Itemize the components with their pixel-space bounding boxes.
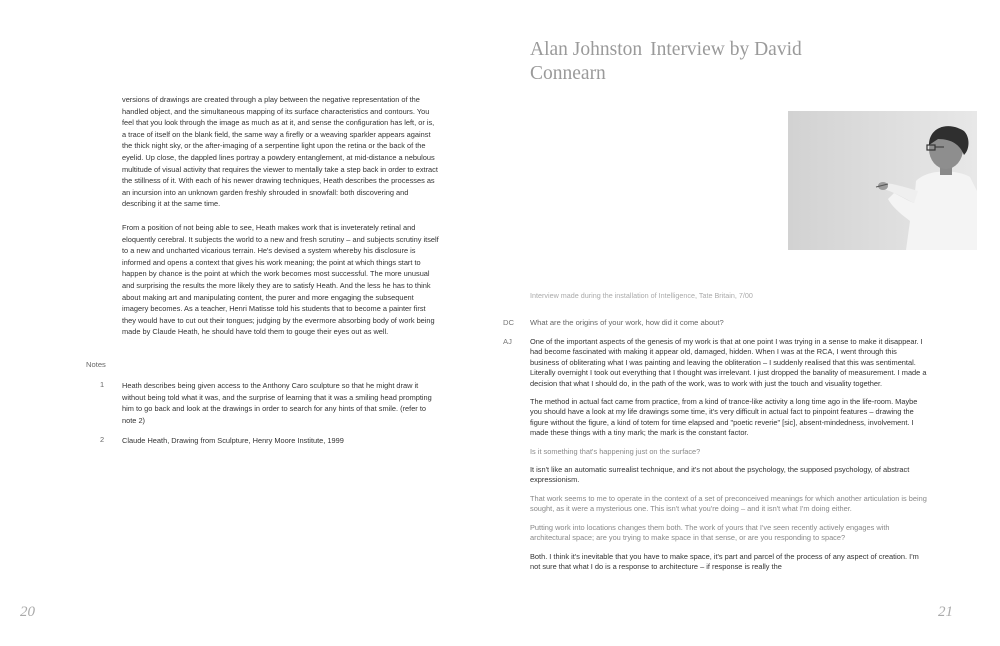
interview-question: What are the origins of your work, how did it come about? <box>530 318 724 327</box>
right-page <box>500 0 1000 646</box>
body-paragraph: versions of drawings are created through a play between the negative representation of the handled object, and the simultaneous mapping of its surface characteristics and contours. You feel that you look through the image as much as at it, and sense the configuration has left, or is, a trace of itself on the blank field, the same way a firefly or a weaving sparkler appears against the thick night sky, or the after-imaging of a serpentine light upon the retina or the back of the eyelid. Up close, the dappled lines portray a powdery entanglement, at mid-distance a nebulous multitude of visual activity that requires the viewer to mentally take a step back in order to extract the stillness of it. With each of his newer drawing techniques, Heath describes the processes as an incursion into an unknown garden freshly shrouded in snowfall: both discovering and describing it at the same time. <box>122 95 438 209</box>
footnote-text: Heath describes being given access to the Anthony Caro sculpture so that he might draw it without being told what it was, and the surprise of learning that it was a smiling head prompting him to go back and look at the drawings in order to search for any hints of that smile. (refer to note 2) <box>122 381 432 425</box>
artist-photo <box>788 111 977 250</box>
interview-byline: Interview by David Connearn <box>530 39 802 84</box>
speaker-label-aj: AJ <box>503 337 512 346</box>
page-number-right: 21 <box>938 604 953 620</box>
interview-answer: One of the important aspects of the genesis of my work is that at one point I was trying in a sense to make it disappear. I had become fascinated with making it appear old, damaged, hidden. When I was at the RCA, I went through this business of obliterating what I was painting and leaving the obliteration – I suddenly realised that this was sentimental. Literally overnight I took out everything that I thought was irrelevant. I just dropped the banality of measurement. I made a decision that what I should do, in the path of the work, was to work with just the touch and visuality together. <box>530 337 927 388</box>
interview-question: Putting work into locations changes them both. The work of yours that I've seen recently actively engages with architectural space; are you trying to make space in that sense, or are you responding to space? <box>530 522 890 543</box>
photo-caption: Interview made during the installation of Intelligence, Tate Britain, 7/00 <box>530 291 753 300</box>
interview-title <box>530 38 830 86</box>
artist-name: Alan Johnston <box>530 39 643 60</box>
left-body-text <box>122 94 440 350</box>
notes-heading: Notes <box>86 360 106 369</box>
page-number-left: 20 <box>20 604 35 620</box>
interview-answer: The method in actual fact came from practice, from a kind of trance-like activity a long time ago in the life-room. Maybe you should have a look at my life drawings some time, it's very difficult in actual fact to pinpoint features – drawing the figure without the figure, a kind of totem for time elapsed and "poetic reverie" [sic], absent-mindedness, involvement. I made these things with a tiny mark; the mark is the constant factor. <box>530 397 918 438</box>
artist-photo-illustration <box>788 111 977 250</box>
speaker-label-dc: DC <box>503 318 514 327</box>
footnote-text: Claude Heath, Drawing from Sculpture, Henry Moore Institute, 1999 <box>122 436 344 445</box>
footnote-number: 2 <box>100 435 105 444</box>
footnote-number: 1 <box>100 380 105 389</box>
interview-question: That work seems to me to operate in the context of a set of preconceived meanings for which another articulation is being sought, as it were a mysterious one. This isn't what you're doing – and it isn't what I'm doing either. <box>530 493 927 514</box>
interview-answer: It isn't like an automatic surrealist technique, and it's not about the psychology, the supposed psychology, of abstract expressionism. <box>530 465 910 485</box>
interview-transcript <box>530 337 928 580</box>
interview-answer: Both. I think it's inevitable that you have to make space, it's part and parcel of the process of any aspect of creation. I'm not sure that what I do is a response to architecture – if response is really the <box>530 551 919 571</box>
body-paragraph: From a position of not being able to see, Heath makes work that is inveterately retinal and eloquently cerebral. It subjects the world to a new and fresh scrutiny – and subjects scrutiny itself to a new and uncharted vicarious terrain. He's devised a system whereby his disclosure is informed and opens a context that gives his work meaning; the point at which things start to happen by chance is the point at which the work becomes most successful. The more unusual and surprising the results the more likely they are to satisfy Heath. And the less he has to think about making art and manipulating content, the purer and more engaging the subsequent imagery becomes. As a teacher, Henri Matisse told his students that to become a painter first they would have to cut out their tongues; judging by the evermore absorbing body of work being made by Claude Heath, he should have told them to gouge their eyes out as well. <box>122 222 439 337</box>
interview-question: Is it something that's happening just on the surface? <box>530 446 701 456</box>
